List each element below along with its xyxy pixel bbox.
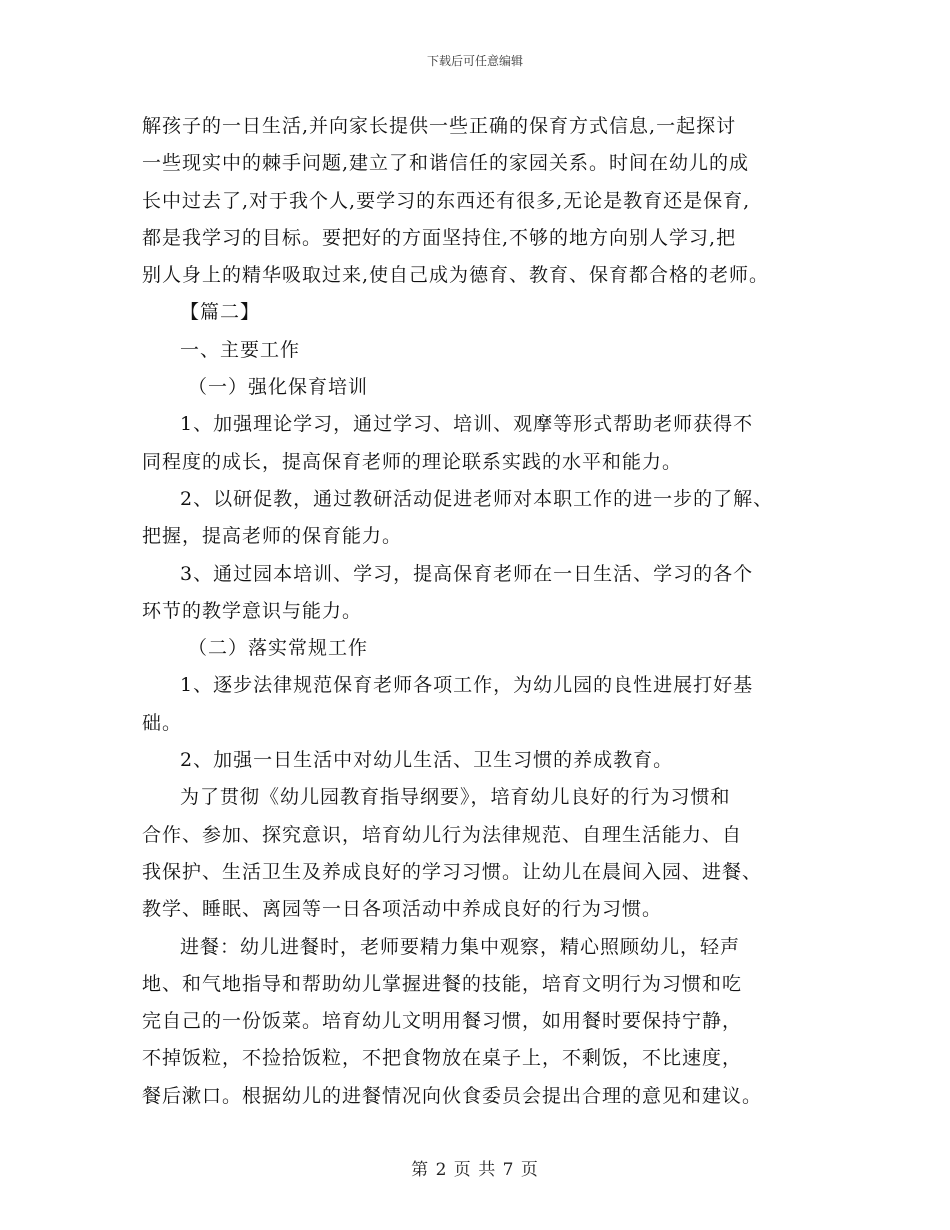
text-line: 环节的教学意识与能力。 [142, 599, 363, 622]
text-line: 一些现实中的棘手问题,建立了和谐信任的家园关系。时间在幼儿的成 [142, 152, 750, 175]
text-line: 别人身上的精华吸取过来,使自己成为德育、教育、保育都合格的老师。 [142, 264, 770, 287]
text-line: 合作、参加、探究意识，培育幼儿行为法律规范、自理生活能力、自 [142, 823, 743, 846]
text-line: 餐后漱口。根据幼儿的进餐情况向伙食委员会提出合理的意见和建议。 [142, 1084, 763, 1107]
text-line: 把握，提高老师的保育能力。 [142, 525, 403, 548]
text-line: 3、通过园本培训、学习，提高保育老师在一日生活、学习的各个 [180, 562, 754, 585]
text-line: 同程度的成长，提高保育老师的理论联系实践的水平和能力。 [142, 450, 683, 473]
text-line: 不掉饭粒，不捡拾饭粒，不把食物放在桌子上，不剩饭，不比速度， [142, 1047, 743, 1070]
text-line: 教学、睡眠、离园等一日各项活动中养成良好的行为习惯。 [142, 898, 663, 921]
text-line: 都是我学习的目标。要把好的方面坚持住,不够的地方向别人学习,把 [142, 226, 737, 249]
page-footer: 第 2 页 共 7 页 [411, 1160, 539, 1180]
text-line: 1、逐步法律规范保育老师各项工作，为幼儿园的良性进展打好基 [180, 674, 754, 697]
text-line: 2、加强一日生活中对幼儿生活、卫生习惯的养成教育。 [180, 749, 674, 772]
text-line: 一、主要工作 [180, 338, 301, 361]
text-line: 础。 [142, 711, 183, 734]
text-line: 我保护、生活卫生及养成良好的学习习惯。让幼儿在晨间入园、进餐、 [142, 860, 763, 883]
page-header: 下载后可任意编辑 [426, 54, 523, 68]
text-line: 为了贯彻《幼儿园教育指导纲要》，培育幼儿良好的行为习惯和 [180, 786, 731, 809]
text-line: （一）强化保育培训 [188, 376, 369, 399]
text-line: 解孩子的一日生活,并向家长提供一些正确的保育方式信息,一起探讨 [142, 115, 737, 137]
document-body [142, 108, 822, 1115]
text-line: 【篇二】 [180, 301, 261, 324]
text-line: 地、和气地指导和帮助幼儿掌握进餐的技能，培育文明行为习惯和吃 [142, 972, 743, 995]
text-line: 长中过去了,对于我个人,要学习的东西还有很多,无论是教育还是保育, [142, 189, 751, 212]
text-line: 完自己的一份饭菜。培育幼儿文明用餐习惯，如用餐时要保持宁静， [142, 1010, 743, 1033]
text-line: （二）落实常规工作 [188, 637, 369, 660]
text-line: 1、加强理论学习，通过学习、培训、观摩等形式帮助老师获得不 [180, 413, 754, 436]
text-line: 进餐：幼儿进餐时，老师要精力集中观察，精心照顾幼儿，轻声 [180, 935, 741, 958]
text-line: 2、以研促教，通过教研活动促进老师对本职工作的进一步的了解、 [180, 487, 774, 510]
